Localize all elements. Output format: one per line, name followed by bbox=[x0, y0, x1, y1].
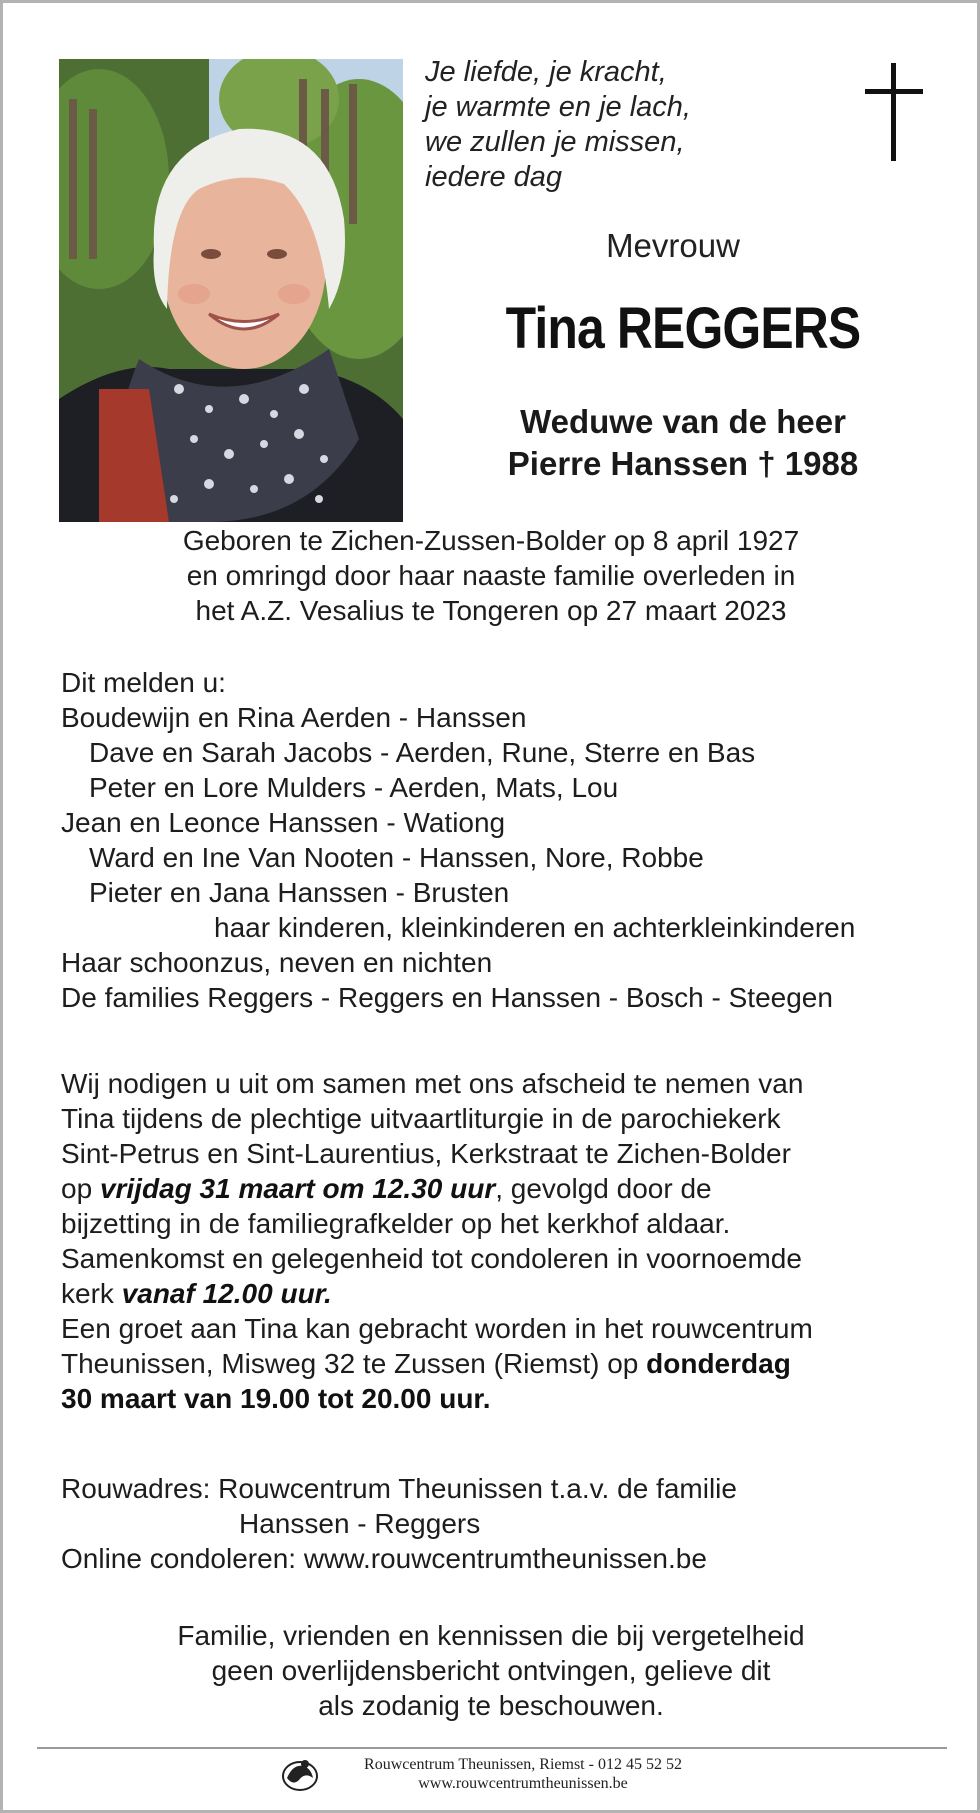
family-line: Boudewijn en Rina Aerden - Hanssen bbox=[61, 702, 527, 733]
birth-line: Geboren te Zichen-Zussen-Bolder op 8 april 1927 bbox=[182, 525, 800, 556]
service-line: Wij nodigen u uit om samen met ons afscheid te nemen van bbox=[61, 1068, 804, 1099]
service-line: Sint-Petrus en Sint-Laurentius, Kerkstraat te Zichen-Bolder bbox=[61, 1138, 791, 1169]
online-condolence-link[interactable]: Online condoleren: www.rouwcentrumtheunissen.be bbox=[61, 1543, 707, 1574]
poem-line: je warmte en je lach, bbox=[425, 91, 691, 123]
poem-line: Je liefde, je kracht, bbox=[425, 56, 667, 88]
service-text: Theunissen, Misweg 32 te Zussen (Riemst) op bbox=[61, 1348, 647, 1379]
condolence-address bbox=[61, 1471, 737, 1576]
service-line: Samenkomst en gelegenheid tot condoleren in voornoemde bbox=[61, 1243, 802, 1274]
service-line bbox=[61, 1346, 813, 1381]
address-line: Rouwadres: Rouwcentrum Theunissen t.a.v. de familie bbox=[61, 1473, 737, 1504]
service-text: kerk bbox=[61, 1278, 122, 1309]
service-line bbox=[61, 1381, 813, 1416]
family-announcement bbox=[61, 665, 855, 1015]
poem-line: we zullen je missen, bbox=[425, 126, 685, 158]
service-line: Tina tijdens de plechtige uitvaartliturgie in de parochiekerk bbox=[61, 1103, 781, 1134]
family-line: Ward en Ine Van Nooten - Hanssen, Nore, Robbe bbox=[89, 842, 704, 873]
honorific-title: Mevrouw bbox=[606, 227, 740, 264]
portrait-photo bbox=[59, 59, 403, 522]
footer-website[interactable]: www.rouwcentrumtheunissen.be bbox=[418, 1775, 628, 1792]
widow-line: Weduwe van de heer bbox=[520, 403, 846, 440]
service-line bbox=[61, 1171, 813, 1206]
birth-line: het A.Z. Vesalius te Tongeren op 27 maart 2023 bbox=[195, 595, 787, 626]
notice-line: Familie, vrienden en kennissen die bij vergetelheid bbox=[177, 1620, 805, 1651]
announce-heading: Dit melden u: bbox=[61, 667, 226, 698]
notice-line: als zodanig te beschouwen. bbox=[318, 1690, 664, 1721]
family-line: Peter en Lore Mulders - Aerden, Mats, Lou bbox=[89, 772, 619, 803]
widow-statement bbox=[443, 401, 923, 485]
poem-line: iedere dag bbox=[425, 161, 563, 193]
closing-notice bbox=[59, 1618, 923, 1723]
family-line: Dave en Sarah Jacobs - Aerden, Rune, Sterre en Bas bbox=[89, 737, 756, 768]
footer-divider bbox=[37, 1747, 947, 1749]
funeral-service-details bbox=[61, 1066, 813, 1416]
visit-day: donderdag bbox=[646, 1348, 791, 1379]
deceased-name: Tina REGGERS bbox=[505, 296, 861, 361]
service-line bbox=[61, 1276, 813, 1311]
cross-icon bbox=[865, 63, 923, 161]
family-line: haar kinderen, kleinkinderen en achterkleinkinderen bbox=[214, 912, 856, 943]
birth-death-details bbox=[59, 523, 923, 628]
visit-time: 30 maart van 19.00 tot 20.00 uur. bbox=[61, 1383, 491, 1414]
family-line: Haar schoonzus, neven en nichten bbox=[61, 947, 493, 978]
service-text: op bbox=[61, 1173, 100, 1204]
funeral-home-footer bbox=[313, 1755, 733, 1793]
service-line: bijzetting in de familiegrafkelder op het kerkhof aldaar. bbox=[61, 1208, 731, 1239]
notice-line: geen overlijdensbericht ontvingen, gelieve dit bbox=[211, 1655, 771, 1686]
memorial-poem bbox=[425, 55, 765, 195]
gathering-time: vanaf 12.00 uur. bbox=[121, 1278, 332, 1309]
footer-contact: Rouwcentrum Theunissen, Riemst - 012 45 52 52 bbox=[364, 1756, 682, 1773]
service-line: Een groet aan Tina kan gebracht worden in het rouwcentrum bbox=[61, 1313, 813, 1344]
birth-line: en omringd door haar naaste familie overleden in bbox=[186, 560, 796, 591]
family-line: Pieter en Jana Hanssen - Brusten bbox=[89, 877, 510, 908]
family-line: Jean en Leonce Hanssen - Wationg bbox=[61, 807, 506, 838]
widow-line: Pierre Hanssen † 1988 bbox=[507, 445, 859, 482]
service-text: , gevolgd door de bbox=[495, 1173, 712, 1204]
service-date-time: vrijdag 31 maart om 12.30 uur bbox=[99, 1173, 496, 1204]
address-line: Hanssen - Reggers bbox=[239, 1508, 481, 1539]
family-line: De families Reggers - Reggers en Hanssen - Bosch - Steegen bbox=[61, 982, 833, 1013]
